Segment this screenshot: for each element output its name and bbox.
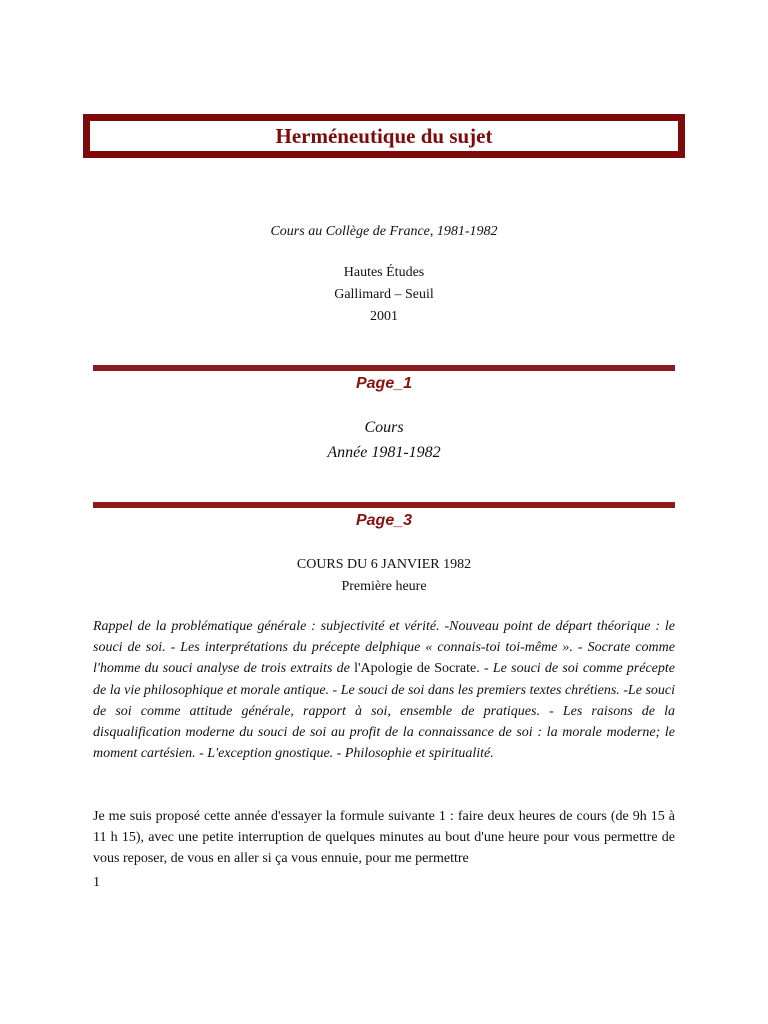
- summary-part: de Socrate. -: [412, 661, 493, 677]
- publisher-year: 2001: [370, 309, 398, 324]
- summary-part: Rappel de la problématique générale : subjectivité et vérité. -Nouveau point de départ théorique : le souci de soi. - Les interprétations du précepte delphique « connais-toi toi-même ». - Socrate comme l'homme du souci analyse de trois extraits de: [93, 619, 675, 677]
- section-divider: [93, 502, 675, 508]
- document-title: Herméneutique du sujet: [275, 123, 493, 148]
- publisher-house: Gallimard – Seuil: [334, 287, 434, 302]
- page-marker-1: Page_1: [355, 375, 413, 392]
- summary-work-title: l'Apologie: [354, 661, 413, 677]
- title-box: [83, 114, 685, 158]
- lecture-summary: [93, 616, 675, 764]
- section-divider: [93, 365, 675, 371]
- publisher-series: Hautes Études: [343, 265, 425, 280]
- course-heading: Cours: [364, 419, 404, 436]
- page-marker-3: Page_3: [355, 512, 413, 529]
- lecture-hour-heading: Première heure: [341, 579, 427, 594]
- lecture-date-heading: COURS DU 6 JANVIER 1982: [296, 557, 472, 572]
- page-number: 1: [93, 875, 100, 890]
- course-year: Année 1981-1982: [327, 444, 441, 461]
- subtitle: Cours au Collège de France, 1981-1982: [270, 224, 498, 239]
- lecture-body-text: Je me suis proposé cette année d'essayer la formule suivante 1 : faire deux heures de cours (de 9h 15 à 11 h 15), avec une petite interruption de quelques minutes au bout d'une heure pour vous permettre de vous reposer, de vous en aller si ça vous ennuie, pour me permettre: [93, 809, 675, 867]
- summary-part: Le souci de soi comme précepte de la vie philosophique et morale antique. - Le souci de soi dans les premiers textes chrétiens. -Le souci de soi comme attitude générale, rapport à soi, ensemble de pratiques. - Les raisons de la disqualification moderne du souci de soi au profit de la connaissance de soi : la morale moderne; le moment cartésien. - L'exception gnostique. - Philosophie et spiritualité.: [93, 661, 675, 762]
